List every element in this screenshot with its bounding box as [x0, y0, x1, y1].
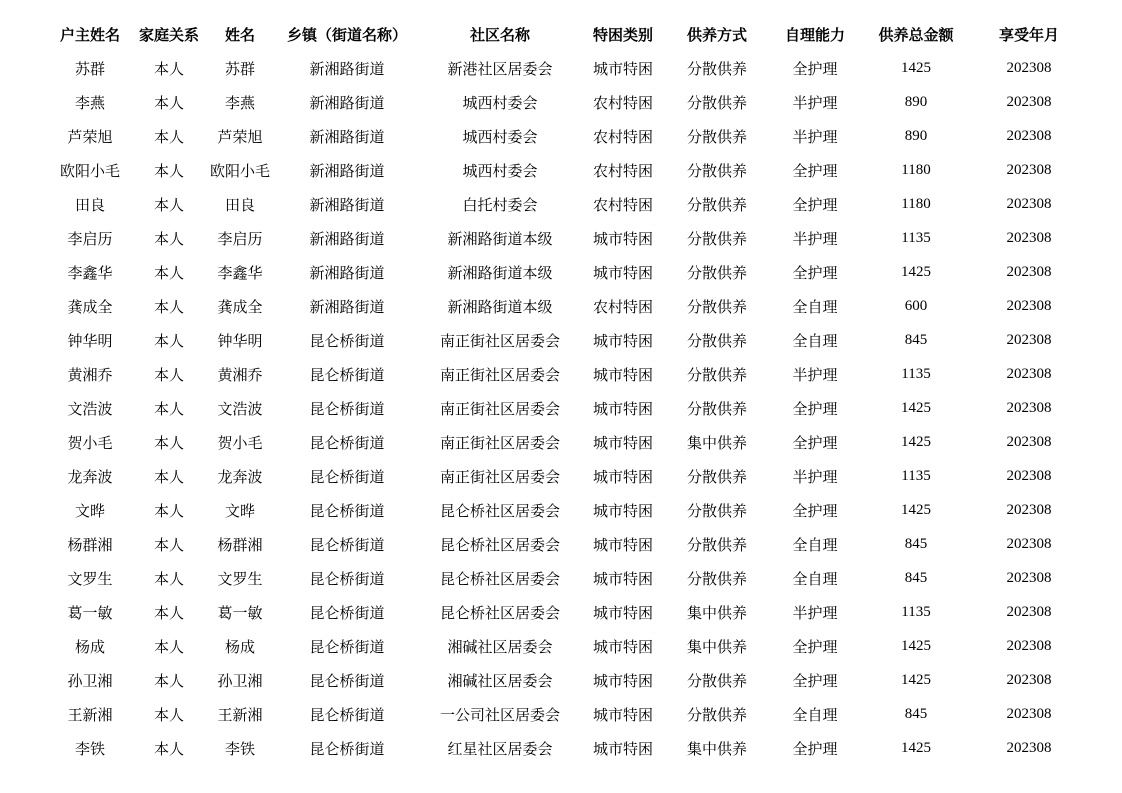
cell-family-relation: 本人: [153, 535, 184, 554]
cell-poverty-category: 城市特困: [592, 399, 653, 418]
cell-family-relation: 本人: [153, 671, 184, 690]
cell-community-name: 一公司社区居委会: [439, 705, 560, 724]
cell-support-amount: 1425: [901, 671, 931, 688]
cell-township-street: 新湘路街道: [309, 127, 385, 146]
cell-name: 龚成全: [217, 297, 263, 316]
cell-poverty-category: 城市特困: [592, 603, 653, 622]
table-row: [46, 289, 1086, 323]
cell-support-method: 分散供养: [686, 535, 747, 554]
cell-householder-name: 孙卫湘: [67, 671, 113, 690]
cell-name: 李铁: [224, 739, 255, 758]
header-row: [46, 17, 1086, 51]
cell-family-relation: 本人: [153, 331, 184, 350]
table-row: [46, 493, 1086, 527]
cell-start-year-month: 202308: [1006, 161, 1052, 178]
column-header-community-name: 社区名称: [469, 25, 530, 44]
cell-support-amount: 1135: [901, 467, 931, 484]
table-row: [46, 459, 1086, 493]
cell-start-year-month: 202308: [1006, 739, 1052, 756]
cell-poverty-category: 城市特困: [592, 331, 653, 350]
cell-township-street: 昆仑桥街道: [309, 467, 385, 486]
cell-start-year-month: 202308: [1006, 263, 1052, 280]
cell-family-relation: 本人: [153, 59, 184, 78]
cell-community-name: 昆仑桥社区居委会: [439, 535, 560, 554]
cell-poverty-category: 城市特困: [592, 671, 653, 690]
cell-community-name: 湘碱社区居委会: [447, 637, 553, 656]
cell-township-street: 昆仑桥街道: [309, 671, 385, 690]
cell-township-street: 昆仑桥街道: [309, 501, 385, 520]
cell-support-method: 集中供养: [686, 739, 747, 758]
cell-self-care-ability: 半护理: [792, 603, 838, 622]
cell-township-street: 新湘路街道: [309, 297, 385, 316]
column-header-family-relation: 家庭关系: [138, 25, 199, 44]
cell-support-method: 分散供养: [686, 93, 747, 112]
column-header-poverty-category: 特困类别: [592, 25, 653, 44]
cell-start-year-month: 202308: [1006, 569, 1052, 586]
cell-support-amount: 1135: [901, 229, 931, 246]
cell-name: 龙奔波: [217, 467, 263, 486]
cell-support-method: 集中供养: [686, 603, 747, 622]
cell-community-name: 昆仑桥社区居委会: [439, 569, 560, 588]
cell-poverty-category: 城市特困: [592, 569, 653, 588]
cell-support-amount: 1135: [901, 603, 931, 620]
cell-start-year-month: 202308: [1006, 297, 1052, 314]
cell-self-care-ability: 半护理: [792, 365, 838, 384]
table-row: [46, 357, 1086, 391]
cell-poverty-category: 城市特困: [592, 263, 653, 282]
cell-township-street: 新湘路街道: [309, 59, 385, 78]
table-row: [46, 85, 1086, 119]
cell-householder-name: 李启历: [67, 229, 113, 248]
cell-householder-name: 杨群湘: [67, 535, 113, 554]
cell-community-name: 南正街社区居委会: [439, 399, 560, 418]
cell-family-relation: 本人: [153, 501, 184, 520]
cell-self-care-ability: 全护理: [792, 671, 838, 690]
cell-township-street: 昆仑桥街道: [309, 535, 385, 554]
cell-name: 孙卫湘: [217, 671, 263, 690]
cell-township-street: 新湘路街道: [309, 195, 385, 214]
cell-householder-name: 贺小毛: [67, 433, 113, 452]
cell-family-relation: 本人: [153, 433, 184, 452]
cell-community-name: 红星社区居委会: [447, 739, 553, 758]
cell-township-street: 昆仑桥街道: [309, 603, 385, 622]
cell-support-method: 集中供养: [686, 433, 747, 452]
cell-householder-name: 苏群: [74, 59, 105, 78]
cell-support-amount: 1425: [901, 739, 931, 756]
cell-community-name: 白托村委会: [462, 195, 538, 214]
table-row: [46, 561, 1086, 595]
cell-community-name: 新湘路街道本级: [447, 229, 553, 248]
document-page: [46, 17, 1086, 765]
cell-support-method: 分散供养: [686, 297, 747, 316]
cell-name: 王新湘: [217, 705, 263, 724]
cell-name: 杨成: [224, 637, 255, 656]
cell-community-name: 南正街社区居委会: [439, 433, 560, 452]
cell-support-amount: 1135: [901, 365, 931, 382]
cell-start-year-month: 202308: [1006, 535, 1052, 552]
cell-community-name: 新湘路街道本级: [447, 297, 553, 316]
column-header-householder-name: 户主姓名: [59, 25, 120, 44]
cell-self-care-ability: 全护理: [792, 59, 838, 78]
cell-name: 李燕: [224, 93, 255, 112]
cell-poverty-category: 城市特困: [592, 739, 653, 758]
cell-self-care-ability: 全护理: [792, 739, 838, 758]
cell-family-relation: 本人: [153, 263, 184, 282]
cell-support-method: 分散供养: [686, 161, 747, 180]
cell-poverty-category: 城市特困: [592, 433, 653, 452]
table-header: [46, 17, 1086, 51]
cell-support-amount: 845: [904, 331, 928, 348]
cell-name: 杨群湘: [217, 535, 263, 554]
cell-support-amount: 1425: [901, 399, 931, 416]
cell-start-year-month: 202308: [1006, 365, 1052, 382]
cell-name: 苏群: [224, 59, 255, 78]
cell-householder-name: 杨成: [74, 637, 105, 656]
cell-self-care-ability: 全自理: [792, 705, 838, 724]
cell-support-method: 分散供养: [686, 365, 747, 384]
cell-start-year-month: 202308: [1006, 127, 1052, 144]
cell-self-care-ability: 全自理: [792, 569, 838, 588]
table-row: [46, 595, 1086, 629]
cell-start-year-month: 202308: [1006, 433, 1052, 450]
cell-support-method: 分散供养: [686, 195, 747, 214]
cell-community-name: 湘碱社区居委会: [447, 671, 553, 690]
table-row: [46, 221, 1086, 255]
column-header-name: 姓名: [224, 25, 255, 44]
cell-self-care-ability: 全护理: [792, 501, 838, 520]
cell-poverty-category: 城市特困: [592, 535, 653, 554]
cell-self-care-ability: 全自理: [792, 297, 838, 316]
cell-name: 李鑫华: [217, 263, 263, 282]
cell-householder-name: 李燕: [74, 93, 105, 112]
cell-support-method: 分散供养: [686, 671, 747, 690]
cell-support-method: 分散供养: [686, 569, 747, 588]
cell-poverty-category: 城市特困: [592, 637, 653, 656]
cell-poverty-category: 农村特困: [592, 195, 653, 214]
cell-family-relation: 本人: [153, 399, 184, 418]
cell-poverty-category: 农村特困: [592, 127, 653, 146]
cell-community-name: 南正街社区居委会: [439, 467, 560, 486]
cell-name: 黄湘乔: [217, 365, 263, 384]
cell-support-amount: 845: [904, 569, 928, 586]
cell-family-relation: 本人: [153, 365, 184, 384]
cell-family-relation: 本人: [153, 297, 184, 316]
cell-township-street: 新湘路街道: [309, 161, 385, 180]
cell-start-year-month: 202308: [1006, 399, 1052, 416]
cell-family-relation: 本人: [153, 161, 184, 180]
cell-support-amount: 890: [904, 93, 928, 110]
cell-start-year-month: 202308: [1006, 195, 1052, 212]
cell-community-name: 南正街社区居委会: [439, 365, 560, 384]
cell-family-relation: 本人: [153, 739, 184, 758]
cell-householder-name: 田良: [74, 195, 105, 214]
table-row: [46, 697, 1086, 731]
cell-poverty-category: 农村特困: [592, 297, 653, 316]
table-row: [46, 187, 1086, 221]
cell-support-amount: 1425: [901, 637, 931, 654]
cell-poverty-category: 城市特困: [592, 365, 653, 384]
cell-name: 李启历: [217, 229, 263, 248]
cell-support-method: 分散供养: [686, 501, 747, 520]
cell-self-care-ability: 半护理: [792, 127, 838, 146]
cell-self-care-ability: 全护理: [792, 195, 838, 214]
cell-support-amount: 845: [904, 705, 928, 722]
cell-householder-name: 龙奔波: [67, 467, 113, 486]
cell-community-name: 城西村委会: [462, 161, 538, 180]
cell-support-amount: 845: [904, 535, 928, 552]
cell-support-amount: 1425: [901, 501, 931, 518]
cell-support-amount: 890: [904, 127, 928, 144]
table-row: [46, 425, 1086, 459]
cell-self-care-ability: 全护理: [792, 399, 838, 418]
cell-start-year-month: 202308: [1006, 603, 1052, 620]
table-row: [46, 323, 1086, 357]
cell-householder-name: 葛一敏: [67, 603, 113, 622]
cell-community-name: 城西村委会: [462, 93, 538, 112]
cell-support-amount: 1425: [901, 263, 931, 280]
cell-start-year-month: 202308: [1006, 501, 1052, 518]
cell-family-relation: 本人: [153, 127, 184, 146]
cell-support-method: 分散供养: [686, 127, 747, 146]
cell-name: 钟华明: [217, 331, 263, 350]
cell-township-street: 昆仑桥街道: [309, 569, 385, 588]
table-row: [46, 731, 1086, 765]
table-row: [46, 663, 1086, 697]
cell-householder-name: 王新湘: [67, 705, 113, 724]
cell-start-year-month: 202308: [1006, 229, 1052, 246]
beneficiary-table: [46, 17, 1086, 765]
cell-township-street: 昆仑桥街道: [309, 739, 385, 758]
table-row: [46, 255, 1086, 289]
cell-self-care-ability: 全护理: [792, 263, 838, 282]
cell-family-relation: 本人: [153, 195, 184, 214]
cell-poverty-category: 城市特困: [592, 229, 653, 248]
cell-family-relation: 本人: [153, 229, 184, 248]
cell-poverty-category: 农村特困: [592, 93, 653, 112]
cell-township-street: 新湘路街道: [309, 263, 385, 282]
cell-start-year-month: 202308: [1006, 467, 1052, 484]
cell-name: 贺小毛: [217, 433, 263, 452]
column-header-township-street: 乡镇（街道名称）: [286, 25, 407, 44]
cell-householder-name: 欧阳小毛: [59, 161, 120, 180]
cell-township-street: 新湘路街道: [309, 229, 385, 248]
table-row: [46, 391, 1086, 425]
cell-householder-name: 文晔: [74, 501, 105, 520]
table-row: [46, 119, 1086, 153]
cell-township-street: 新湘路街道: [309, 93, 385, 112]
cell-support-method: 分散供养: [686, 399, 747, 418]
cell-family-relation: 本人: [153, 467, 184, 486]
cell-support-method: 分散供养: [686, 59, 747, 78]
cell-poverty-category: 城市特困: [592, 467, 653, 486]
cell-community-name: 南正街社区居委会: [439, 331, 560, 350]
cell-householder-name: 李鑫华: [67, 263, 113, 282]
cell-support-amount: 1425: [901, 59, 931, 76]
cell-township-street: 昆仑桥街道: [309, 399, 385, 418]
cell-family-relation: 本人: [153, 705, 184, 724]
cell-self-care-ability: 半护理: [792, 229, 838, 248]
cell-support-amount: 1180: [901, 195, 931, 212]
cell-family-relation: 本人: [153, 637, 184, 656]
cell-name: 田良: [224, 195, 255, 214]
cell-start-year-month: 202308: [1006, 93, 1052, 110]
cell-self-care-ability: 全自理: [792, 331, 838, 350]
cell-community-name: 新港社区居委会: [447, 59, 553, 78]
cell-name: 文晔: [224, 501, 255, 520]
cell-poverty-category: 城市特困: [592, 501, 653, 520]
cell-householder-name: 钟华明: [67, 331, 113, 350]
cell-support-method: 分散供养: [686, 467, 747, 486]
table-body: [46, 51, 1086, 765]
column-header-support-method: 供养方式: [686, 25, 747, 44]
cell-self-care-ability: 全护理: [792, 161, 838, 180]
cell-township-street: 昆仑桥街道: [309, 705, 385, 724]
cell-support-method: 分散供养: [686, 331, 747, 350]
cell-self-care-ability: 全护理: [792, 637, 838, 656]
cell-support-method: 分散供养: [686, 705, 747, 724]
cell-township-street: 昆仑桥街道: [309, 637, 385, 656]
cell-support-amount: 600: [904, 297, 928, 314]
cell-poverty-category: 农村特困: [592, 161, 653, 180]
cell-householder-name: 黄湘乔: [67, 365, 113, 384]
cell-self-care-ability: 全自理: [792, 535, 838, 554]
cell-householder-name: 李铁: [74, 739, 105, 758]
cell-name: 欧阳小毛: [209, 161, 270, 180]
column-header-self-care-ability: 自理能力: [784, 25, 845, 44]
cell-family-relation: 本人: [153, 93, 184, 112]
cell-township-street: 昆仑桥街道: [309, 433, 385, 452]
cell-community-name: 昆仑桥社区居委会: [439, 603, 560, 622]
cell-poverty-category: 城市特困: [592, 59, 653, 78]
cell-support-amount: 1425: [901, 433, 931, 450]
cell-householder-name: 文罗生: [67, 569, 113, 588]
table-row: [46, 51, 1086, 85]
cell-poverty-category: 城市特困: [592, 705, 653, 724]
cell-householder-name: 龚成全: [67, 297, 113, 316]
cell-name: 文浩波: [217, 399, 263, 418]
table-row: [46, 629, 1086, 663]
cell-self-care-ability: 全护理: [792, 433, 838, 452]
table-row: [46, 527, 1086, 561]
column-header-start-year-month: 享受年月: [998, 25, 1059, 44]
cell-start-year-month: 202308: [1006, 331, 1052, 348]
cell-support-method: 集中供养: [686, 637, 747, 656]
cell-support-method: 分散供养: [686, 229, 747, 248]
table-row: [46, 153, 1086, 187]
cell-township-street: 昆仑桥街道: [309, 365, 385, 384]
cell-family-relation: 本人: [153, 603, 184, 622]
cell-householder-name: 文浩波: [67, 399, 113, 418]
cell-name: 文罗生: [217, 569, 263, 588]
cell-name: 葛一敏: [217, 603, 263, 622]
cell-community-name: 城西村委会: [462, 127, 538, 146]
cell-householder-name: 芦荣旭: [67, 127, 113, 146]
cell-start-year-month: 202308: [1006, 637, 1052, 654]
cell-name: 芦荣旭: [217, 127, 263, 146]
cell-support-amount: 1180: [901, 161, 931, 178]
cell-community-name: 新湘路街道本级: [447, 263, 553, 282]
cell-family-relation: 本人: [153, 569, 184, 588]
cell-township-street: 昆仑桥街道: [309, 331, 385, 350]
cell-start-year-month: 202308: [1006, 705, 1052, 722]
cell-self-care-ability: 半护理: [792, 93, 838, 112]
cell-start-year-month: 202308: [1006, 59, 1052, 76]
cell-start-year-month: 202308: [1006, 671, 1052, 688]
cell-community-name: 昆仑桥社区居委会: [439, 501, 560, 520]
cell-support-method: 分散供养: [686, 263, 747, 282]
column-header-support-amount: 供养总金额: [878, 25, 954, 44]
cell-self-care-ability: 半护理: [792, 467, 838, 486]
